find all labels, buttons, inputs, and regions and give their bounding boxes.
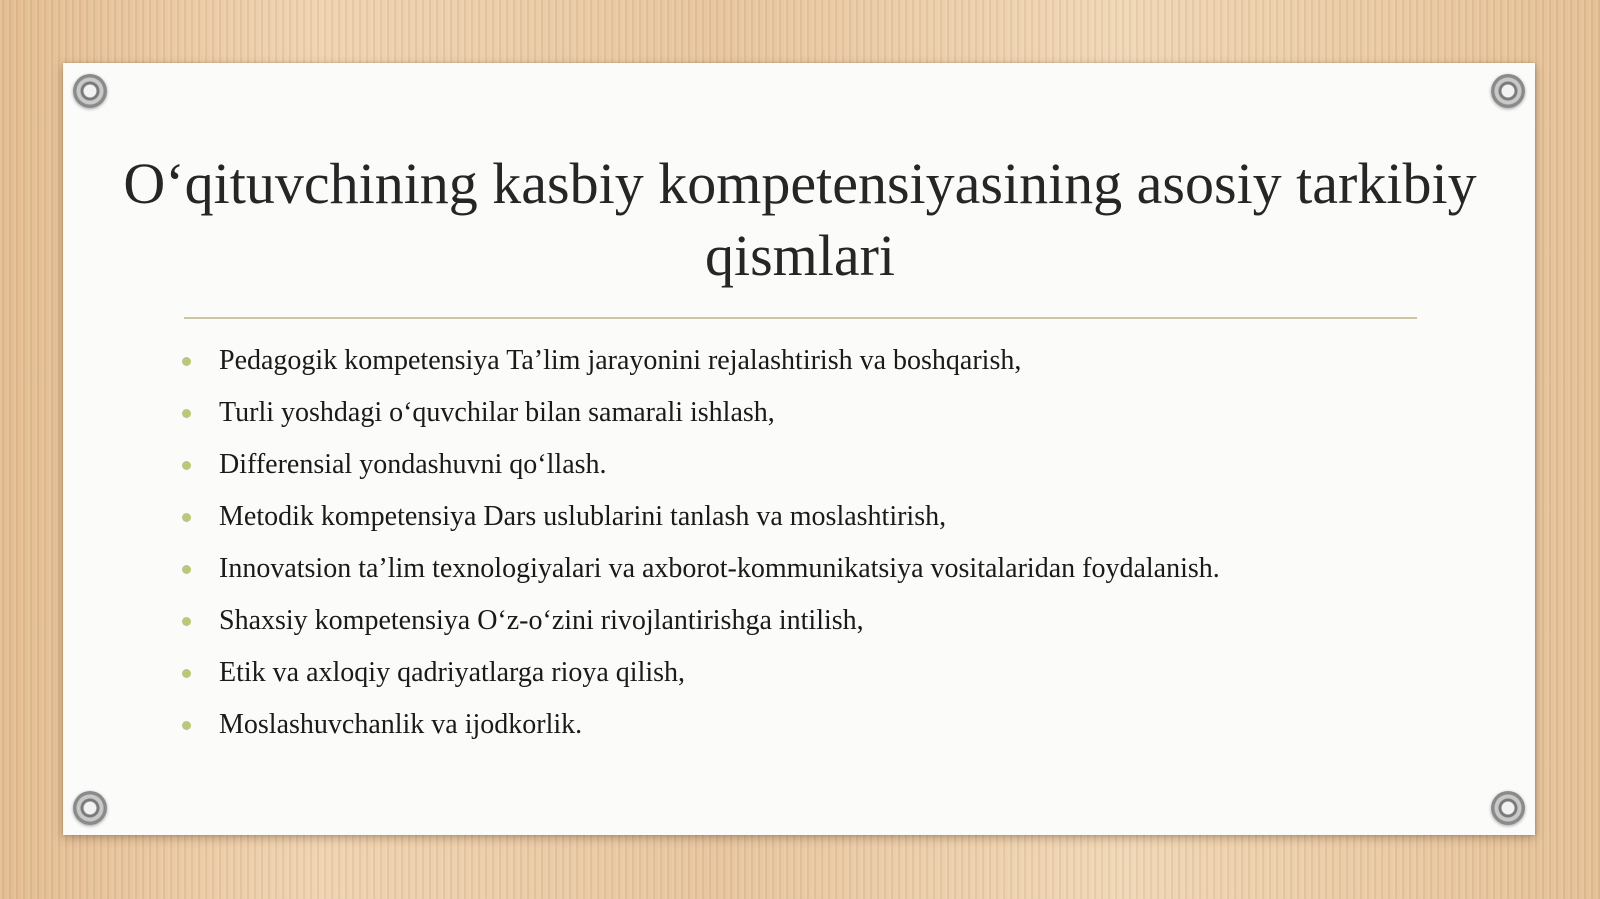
bullet-dot-icon bbox=[182, 721, 191, 730]
rivet-icon bbox=[1491, 791, 1525, 825]
bullet-item bbox=[182, 704, 1220, 756]
bullet-item bbox=[182, 340, 1220, 392]
bullet-dot-icon bbox=[182, 513, 191, 522]
rivet-icon bbox=[73, 791, 107, 825]
bullet-item bbox=[182, 392, 1220, 444]
bullet-item bbox=[182, 444, 1220, 496]
rivet-icon bbox=[73, 74, 107, 108]
bullet-dot-icon bbox=[182, 669, 191, 678]
bullet-item bbox=[182, 600, 1220, 652]
bullet-text: Innovatsion ta’lim texnologiyalari va axborot-kommunikatsiya vositalaridan foydalanish. bbox=[219, 553, 1220, 584]
bullet-item bbox=[182, 652, 1220, 704]
bullet-dot-icon bbox=[182, 461, 191, 470]
slide-title: O‘qituvchining kasbiy kompetensiyasining asosiy tarkibiy qismlari bbox=[123, 151, 1477, 288]
title-divider bbox=[184, 317, 1417, 319]
bullet-list bbox=[182, 340, 1220, 756]
bullet-text: Metodik kompetensiya Dars uslublarini tanlash va moslashtirish, bbox=[219, 501, 947, 532]
bullet-dot-icon bbox=[182, 409, 191, 418]
bullet-text: Etik va axloqiy qadriyatlarga rioya qilish, bbox=[219, 657, 686, 688]
bullet-item bbox=[182, 496, 1220, 548]
bullet-item bbox=[182, 548, 1220, 600]
bullet-dot-icon bbox=[182, 565, 191, 574]
bullet-text: Differensial yondashuvni qo‘llash. bbox=[219, 449, 607, 480]
bullet-text: Turli yoshdagi o‘quvchilar bilan samarali ishlash, bbox=[219, 397, 775, 428]
bullet-text: Moslashuvchanlik va ijodkorlik. bbox=[219, 709, 583, 740]
bullet-dot-icon bbox=[182, 357, 191, 366]
bullet-text: Shaxsiy kompetensiya O‘z-o‘zini rivojlantirishga intilish, bbox=[219, 605, 864, 636]
rivet-icon bbox=[1491, 74, 1525, 108]
bullet-dot-icon bbox=[182, 617, 191, 626]
bullet-text: Pedagogik kompetensiya Ta’lim jarayonini rejalashtirish va boshqarish, bbox=[219, 345, 1022, 376]
